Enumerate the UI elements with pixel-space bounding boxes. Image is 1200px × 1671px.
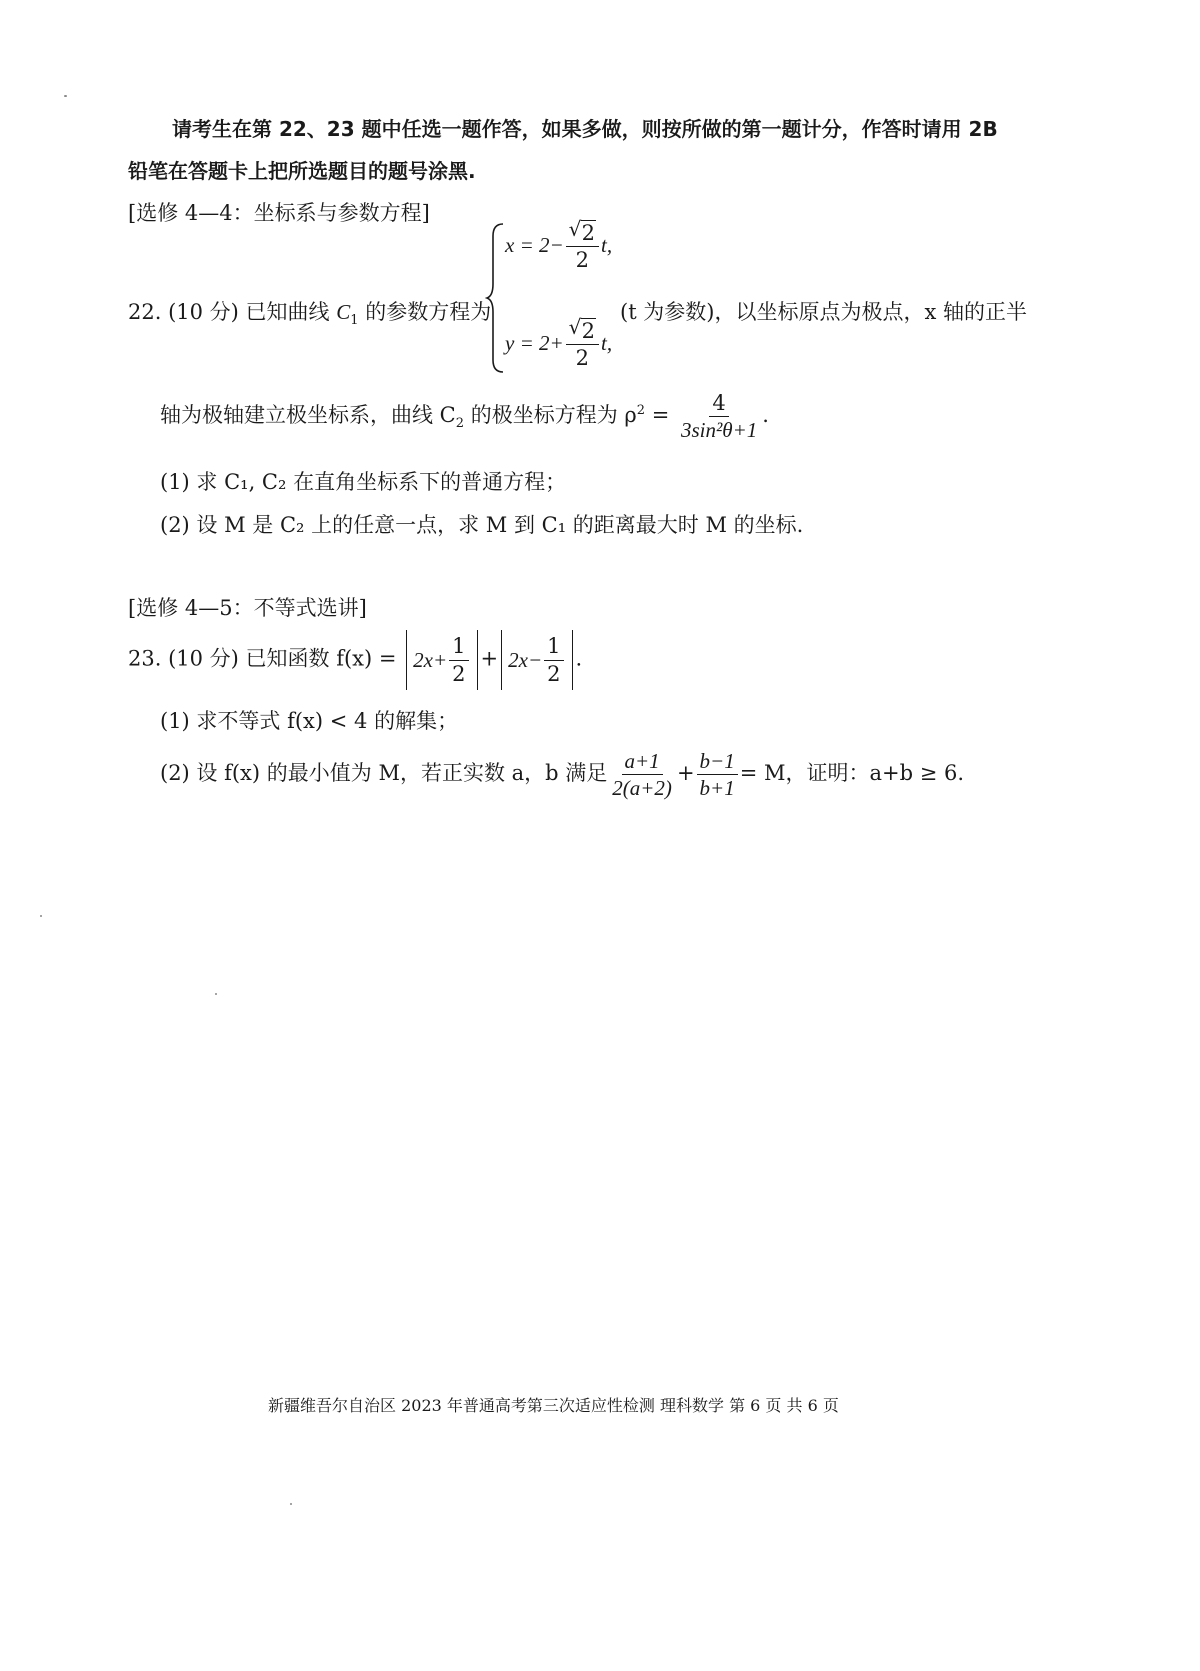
page-footer: 新疆维吾尔自治区 2023 年普通高考第三次适应性检测 理科数学 第 6 页 共 6 页 bbox=[268, 1396, 839, 1415]
system-brace bbox=[485, 222, 507, 374]
instruction-line-1: 请考生在第 22、23 题中任选一题作答，如果多做，则按所做的第一题计分，作答时请用 2B bbox=[172, 117, 998, 141]
section-heading-4-4: [选修 4—4：坐标系与参数方程] bbox=[128, 201, 430, 225]
equation-x: x = 2− √ $\frac{2}{2}$ t, bbox=[505, 222, 612, 271]
q22-part-2: (2) 设 M 是 C₂ 上的任意一点，求 M 到 C₁ 的距离最大时 M 的坐标. bbox=[160, 513, 804, 537]
q22-param-note: (t 为参数)，以坐标原点为极点，x 轴的正半 bbox=[620, 300, 1028, 324]
q22-label: 22. (10 分) 已知曲线 $C_1$ 的参数方程为 bbox=[128, 300, 492, 328]
q22-polar-line: 轴为极轴建立极坐标系，曲线 $C_2$ 的极坐标方程为 $\rho^2$ = $\frac{4}{\text{3sin²θ+1}}$ . bbox=[160, 391, 769, 443]
q22-part-1: (1) 求 C₁, C₂ 在直角坐标系下的普通方程； bbox=[160, 470, 567, 494]
q23-part-2: (2) 设 f(x) 的最小值为 M，若正实数 a，b 满足 $\frac{a+1}{2(a+2)}$ + $\frac{b-1}{b+1}$ = M，证明：a+b ≥ 6. bbox=[160, 749, 965, 801]
equation-y: y = 2+ √ $\frac{2}{2}$ t, bbox=[505, 320, 612, 369]
scan-speck bbox=[40, 915, 42, 917]
scan-speck bbox=[215, 993, 217, 995]
scan-speck bbox=[64, 95, 67, 97]
q23-part-1: (1) 求不等式 f(x) < 4 的解集； bbox=[160, 709, 459, 733]
scan-speck bbox=[290, 1503, 292, 1505]
section-heading-4-5: [选修 4—5：不等式选讲] bbox=[128, 596, 367, 620]
q23-statement: 23. (10 分) 已知函数 f(x) = 2x+ $\frac{1}{2}$ + 2x− $\frac{1}{2}$ . bbox=[128, 630, 582, 690]
instruction-line-2: 铅笔在答题卡上把所选题目的题号涂黑. bbox=[128, 159, 476, 183]
polar-fraction: $\frac{4}{\text{3sin²θ+1}}$ bbox=[680, 391, 758, 443]
